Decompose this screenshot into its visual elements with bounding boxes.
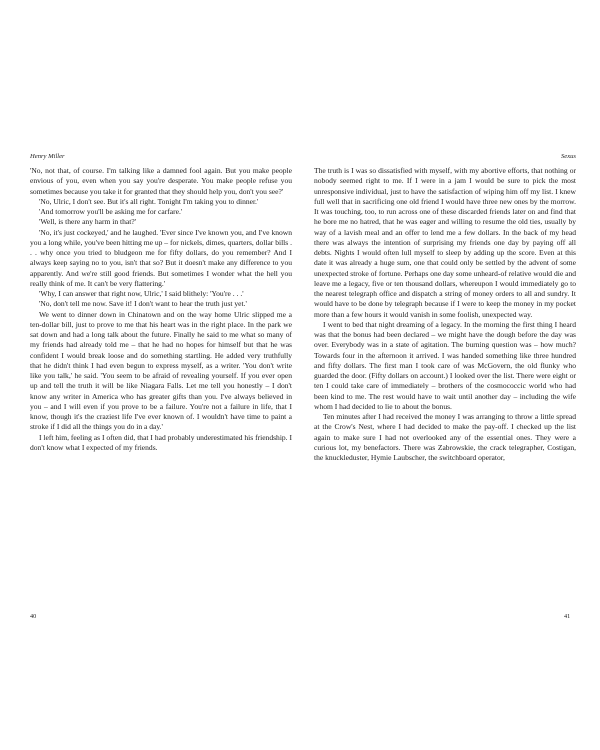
left-page-body	[30, 166, 292, 453]
page-number-right: 41	[564, 613, 571, 620]
right-page	[314, 152, 576, 622]
paragraph: 'No, don't tell me now. Save it! I don't want to hear the truth just yet.'	[39, 299, 247, 309]
paragraph: I left him, feeling as I often did, that I had probably underestimated his friendship. I don't know what I expected of my friends.	[30, 432, 292, 452]
paragraph: We went to dinner down in Chinatown and on the way home Ulric slipped me a ten-dollar bill, just to prove to me that his heart was in the right place. In the park we sat down and had a long talk about the future. Finally he said to me what so many of my friends had already told me – that he had no hopes for himself but that he was confident I would break loose and do something startling. He added very truthfully that he didn't think I had even begun to express myself, as a writer. 'You don't write like you talk,' he said. 'You seem to be afraid of revealing yourself. If you ever open up and tell the truth it will be like Niagara Falls. Let me tell you honestly – I don't know any writer in America who has greater gifts than you. I've always believed in you – and I will even if you prove to be a failure. You're not a failure in life, that I know, though it's the craziest life I've ever known of. I wouldn't have time to paint a stroke if I did all the things you do in a day.'	[30, 309, 292, 432]
paragraph: 'No, Ulric, I don't see. But it's all right. Tonight I'm taking you to dinner.'	[39, 196, 259, 206]
paragraph: 'Well, is there any harm in that?'	[39, 217, 137, 227]
paragraph: Ten minutes after I had received the money I was arranging to throw a little spread at the Crow's Nest, where I had decided to make the pay-off. I checked up the list again to make sure I had not overlooked any of the essential ones. They were a curious lot, my benefactors. There was Zabrowskie, the crack telegrapher, Costigan, the knuckleduster, Hymie Laubscher, the switchboard operator,	[314, 412, 576, 462]
right-page-body	[314, 166, 576, 463]
paragraph: 'Why, I can answer that right now, Ulric,' I said blithely: 'You're . . .'	[39, 289, 244, 298]
gutter	[299, 0, 301, 750]
running-head-right: Sexus	[560, 153, 576, 160]
paragraph: 'And tomorrow you'll be asking me for carfare.'	[39, 207, 183, 216]
paragraph: 'No, not that, of course. I'm talking like a damned fool again. But you make people envious of you, even when you say you're desperate. You make people refuse you sometimes because you take it for granted that they should help you, don't you see?'	[30, 166, 292, 196]
running-head-left: Henry Miller	[30, 153, 65, 160]
paragraph: The truth is I was so dissatisfied with myself, with my abortive efforts, that nothing or nobody seemed right to me. If I were in a jam I would be sure to pick the most unresponsive individual, just to have the satisfaction of wiping him off my list. I knew full well that in sacrificing one old friend I would have three new ones by the morrow. It was touching, too, to run across one of these discarded friends later on and find that he bore me no hatred, that he was eager and willing to resume the old ties, usually by way of a lavish meal and an offer to lend me a few dollars. In the back of my head there was always the intention of surprising my friends one day by paying off all debts. Nights I would often lull myself to sleep by adding up the score. Even at this date it was already a huge sum, one that could only be settled by the advent of some unexpected stroke of fortune. Perhaps one day some unheard-of relative would die and leave me a legacy, five or ten thousand dollars, whereupon I would immediately go to the nearest telegraph office and dispatch a string of money orders to all and sundry. It would have to be done by telegraph because if I were to keep the money in my pocket more than a few hours it would vanish in some foolish, unexpected way.	[314, 166, 576, 319]
paragraph: 'No, it's just cockeyed,' and he laughed. 'Ever since I've known you, and I've known you a long while, you've been hitting me up – for nickels, dimes, quarters, dollar bills . . . why once you tried to bludgeon me for fifty dollars, do you remember? And I always keep saying no to you, isn't that so? But it doesn't make any difference to you apparently. And we're still good friends. But sometimes I wonder what the hell you really think of me. It can't be very flattering.'	[30, 227, 292, 288]
paragraph: I went to bed that night dreaming of a legacy. In the morning the first thing I heard was that the bonus had been declared – we might have the dough before the day was over. Everybody was in a state of agitation. The burning question was – how much? Towards four in the afternoon it arrived. I was handed something like three hundred and fifty dollars. The first man I took care of was McGovern, the old flunky who guarded the door. (Fifty dollars on account.) I looked over the list. There were eight or ten I could take care of immediately – brothers of the cosmococcic world who had been kind to me. The rest would have to wait until another day – including the wife whom I had decided to lie to about the bonus.	[314, 319, 576, 411]
page-number-left: 40	[30, 613, 37, 620]
left-page	[30, 152, 292, 622]
